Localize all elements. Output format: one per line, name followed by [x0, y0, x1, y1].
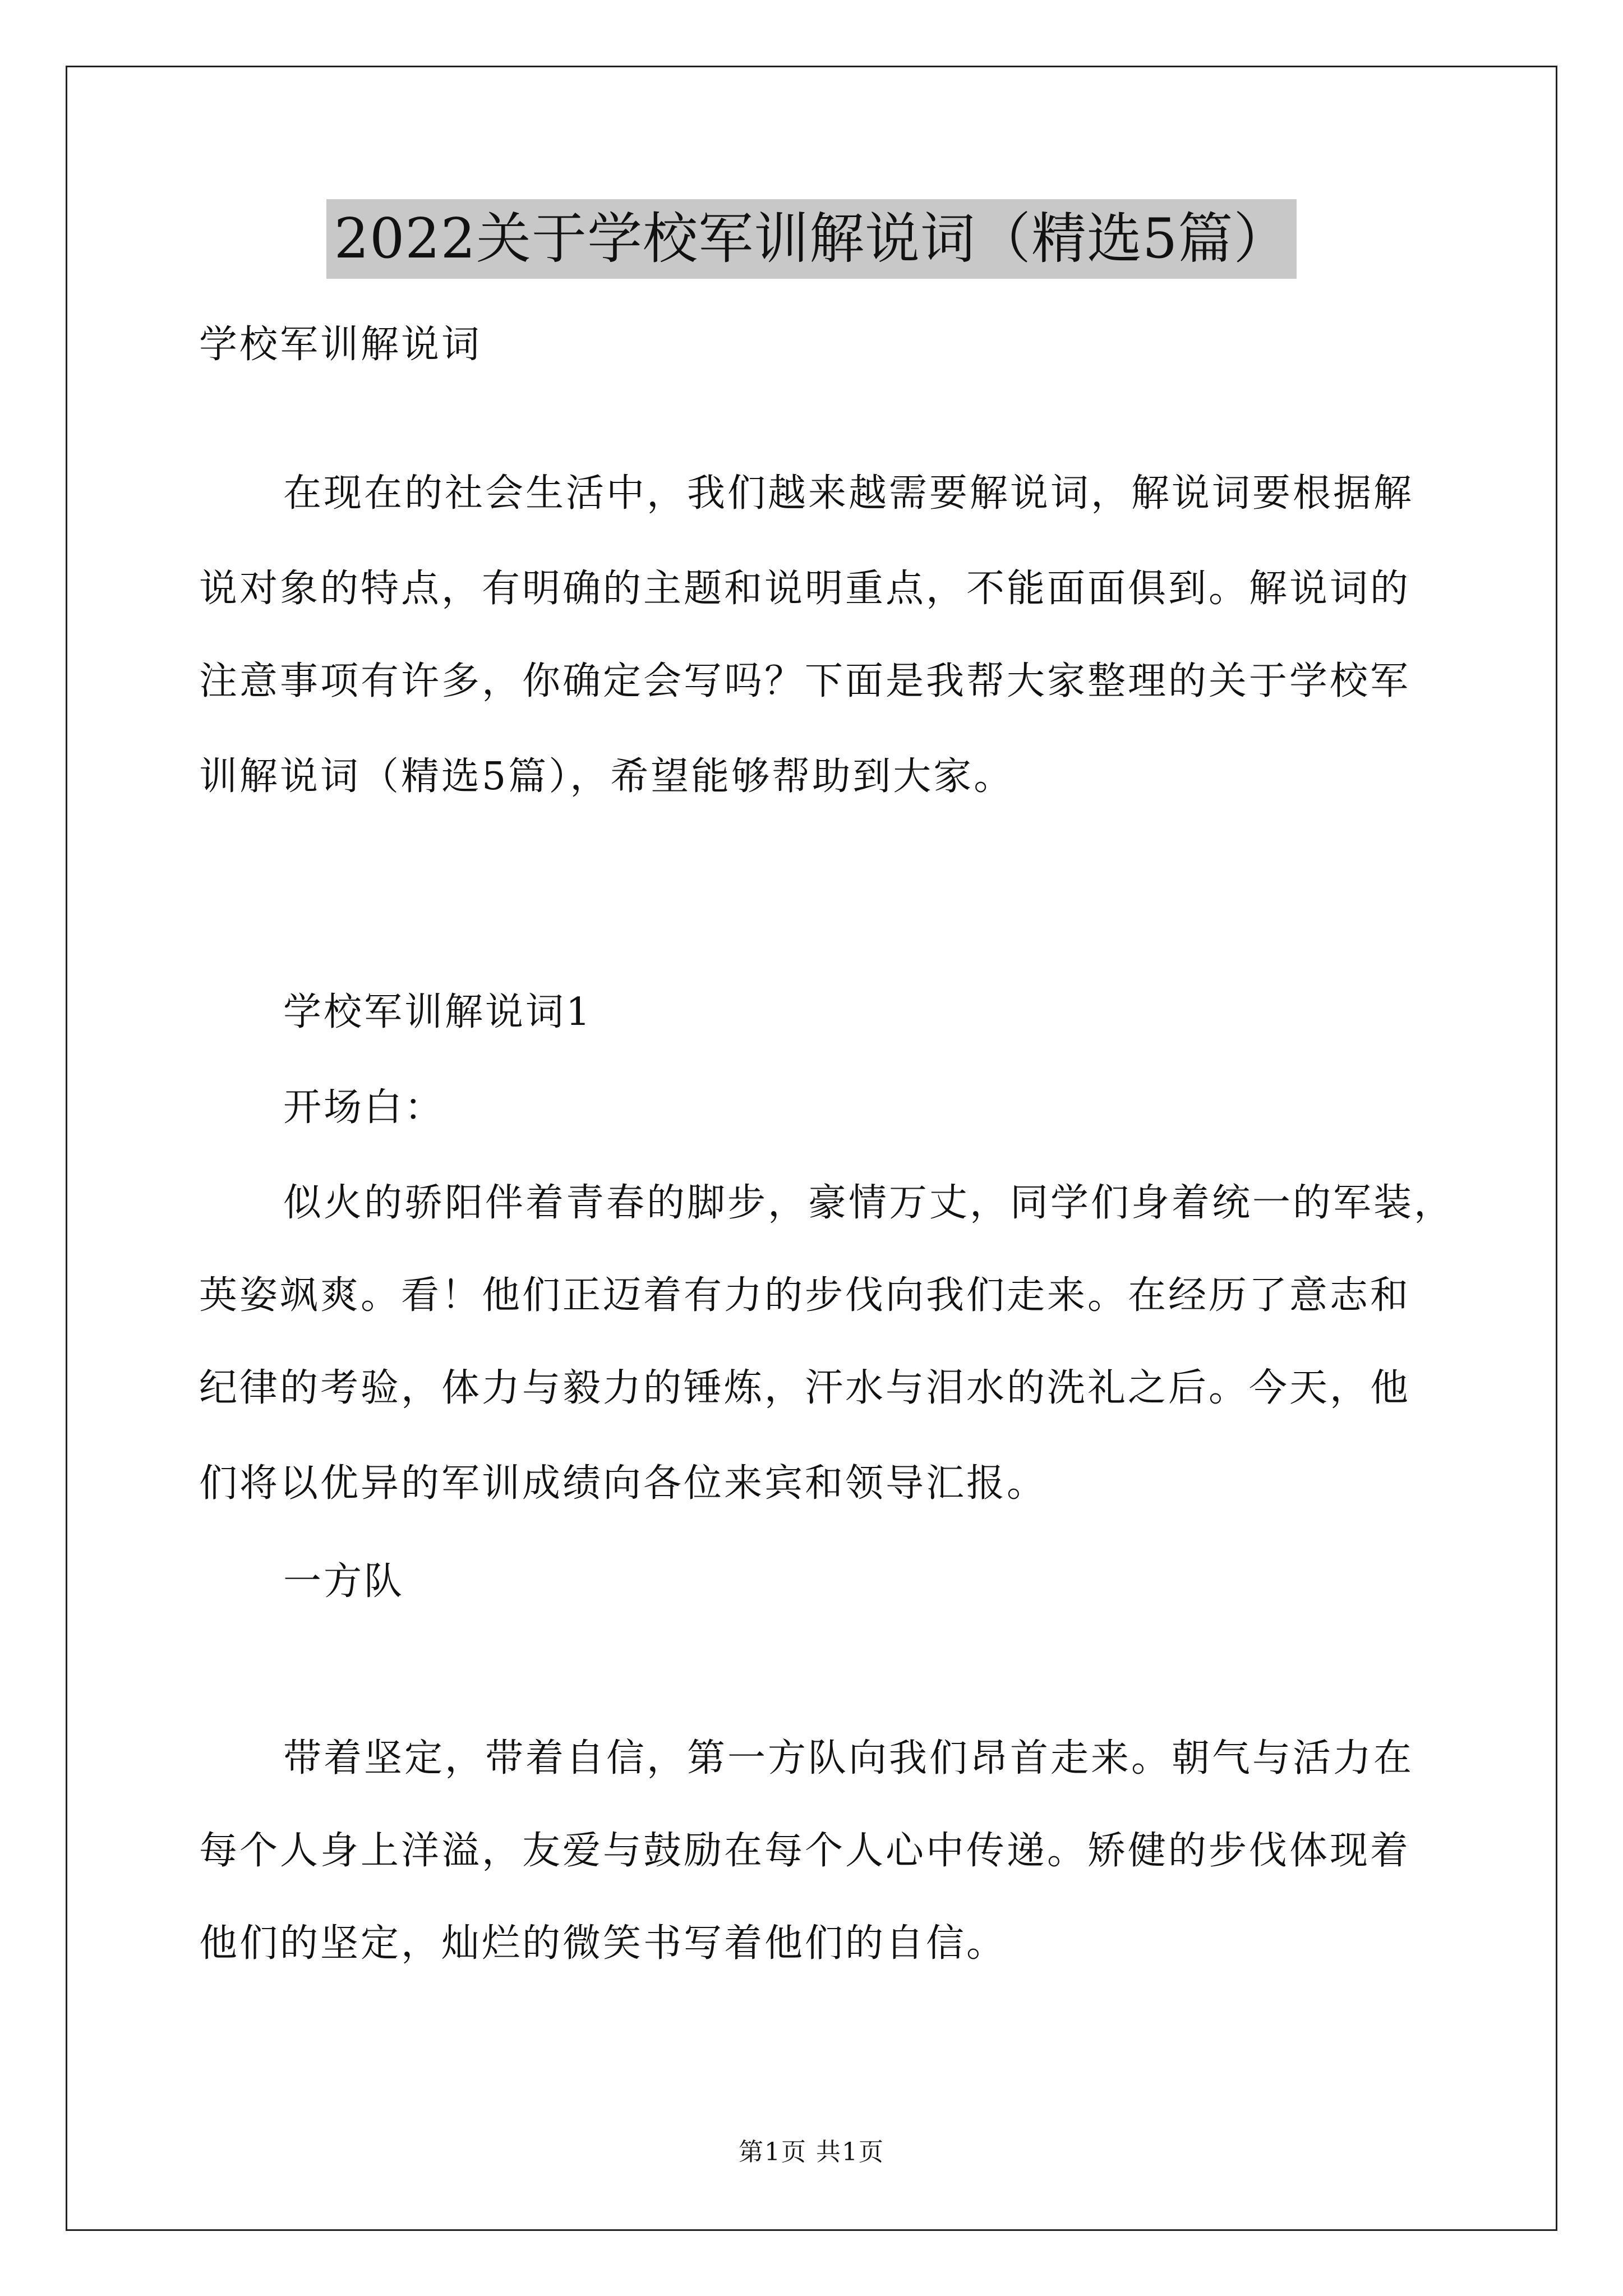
- paragraph-line: 似火的骄阳伴着青春的脚步，豪情万丈，同学们身着统一的军装，: [283, 1181, 1455, 1225]
- paragraph-line: 英姿飒爽。看！他们正迈着有力的步伐向我们走来。在经历了意志和: [199, 1273, 1411, 1318]
- paragraph-line: 们将以优异的军训成绩向各位来宾和领导汇报。: [199, 1461, 1048, 1506]
- paragraph-line: 学校军训解说词1: [283, 990, 593, 1034]
- document-body: [199, 0, 1467, 2296]
- paragraph-line: 一方队: [283, 1559, 405, 1604]
- paragraph-line: 注意事项有许多，你确定会写吗？下面是我帮大家整理的关于学校军: [199, 659, 1411, 703]
- paragraph-line: 他们的坚定，灿烂的微笑书写着他们的自信。: [199, 1921, 1007, 1966]
- paragraph-line: 每个人身上洋溢，友爱与鼓励在每个人心中传递。矫健的步伐体现着: [199, 1829, 1411, 1873]
- paragraph-line: 开场白：: [283, 1085, 445, 1130]
- paragraph-line: 学校军训解说词: [199, 323, 482, 367]
- paragraph-line: 带着坚定，带着自信，第一方队向我们昂首走来。朝气与活力在: [283, 1736, 1414, 1780]
- paragraph-line: 纪律的考验，体力与毅力的锤炼，汗水与泪水的洗礼之后。今天，他: [199, 1366, 1411, 1410]
- paragraph-line: 在现在的社会生活中，我们越来越需要解说词，解说词要根据解: [283, 471, 1414, 516]
- document-title: 2022关于学校军训解说词（精选5篇）: [326, 199, 1297, 279]
- paragraph-line: 说对象的特点，有明确的主题和说明重点，不能面面俱到。解说词的: [199, 567, 1411, 611]
- paragraph-line: 训解说词（精选5篇），希望能够帮助到大家。: [199, 754, 1015, 799]
- page-footer: 第1页 共1页: [739, 2138, 884, 2166]
